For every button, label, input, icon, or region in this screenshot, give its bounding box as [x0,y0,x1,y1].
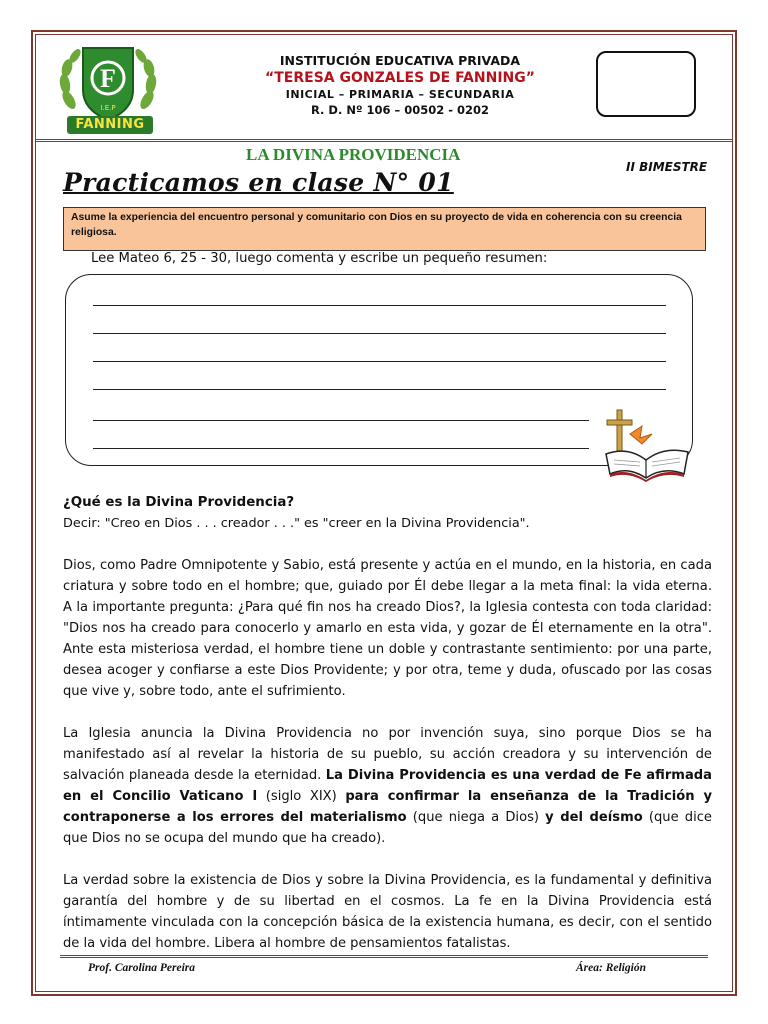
paragraph-2-bold: y del deísmo [545,810,643,825]
answer-line[interactable] [93,333,666,334]
paragraph-3: La verdad sobre la existencia de Dios y sobre la Divina Providencia, es la fundamental y definitiva garantía del hombre y de su libertad en el cosmos. La fe en la Divina Providencia está íntimamente vinculada con la concepción básica de la existencia humana, es decir, con el sentido de la vida del hombre. Libera al hombre de pensamientos fatalistas. [63,873,712,951]
footer-divider [60,955,708,958]
content-section [63,492,712,534]
school-levels: INICIAL – PRIMARIA – SECUNDARIA [285,88,515,101]
paragraph-2-text: La Iglesia anuncia la Divina Providencia no por invención suya, sino porque Dios se ha manifestado así al revelar la historia de su pueblo, su acción creadora y su intervención de salvación planeada desde la eternidad. [63,726,712,783]
answer-line[interactable] [93,361,666,362]
answer-line[interactable] [93,305,666,306]
answer-line[interactable] [93,420,589,421]
practice-title: Practicamos en clase N° 01 [63,168,454,197]
header-divider [35,139,733,142]
resolution-number: R. D. Nº 106 – 00502 - 0202 [310,103,490,117]
paragraph-2-text: (que dice que Dios no se ocupa del mundo que ha creado). [63,810,712,846]
subject-area: Área: Religión [576,962,646,974]
bible-cross-icon [600,404,692,482]
definition-text: Decir: "Creo en Dios . . . creador . . ." es "creer en la Divina Providencia". [63,516,530,531]
paragraph-2-bold: para confirmar la enseñanza de la Tradición y contraponerse a los errores del materialismo [63,789,712,825]
logo-ribbon: FANNING [67,116,153,134]
institution-name: “TERESA GONZALES DE FANNING” [265,70,535,86]
paragraph-2-bold: La Divina Providencia es una verdad de Fe afirmada en el Concilio Vaticano I [63,768,712,804]
svg-text:F: F [100,64,116,93]
instruction-text: Lee Mateo 6, 25 - 30, luego comenta y escribe un pequeño resumen: [91,251,548,266]
school-header [200,52,600,119]
answer-line[interactable] [93,389,666,390]
answer-box [65,274,693,466]
teacher-name: Prof. Carolina Pereira [88,962,196,974]
institution-type: INSTITUCIÓN EDUCATIVA PRIVADA [279,53,521,68]
lesson-title: LA DIVINA PROVIDENCIA [246,145,461,164]
svg-text:I.E.P: I.E.P [100,104,116,112]
paragraph-2 [63,723,712,849]
paragraph-1: Dios, como Padre Omnipotente y Sabio, está presente y actúa en el mundo, en la historia, en cada criatura y sobre todo en el hombre; que, guiado por Él debe llegar a la meta final: la vida eterna. A la importante pregunta: ¿Para qué fin nos ha creado Dios?, la Iglesia contesta con toda claridad: "Dios nos ha creado para conocerlo y amarlo en esta vida, y gozar de Él eternamente en la otra". Ante esta misteriosa verdad, el hombre tiene un doble y contrastante sentimiento: por una parte, desea acoger y confiarse a este Dios Providente; y por otra, teme y duda, ofuscado por las cosas que vive y, sobre todo, ante el sufrimiento. [63,558,712,699]
competency-box: Asume la experiencia del encuentro personal y comunitario con Dios en su proyecto de vida en coherencia con su creencia religiosa. [63,207,706,251]
section-question: ¿Qué es la Divina Providencia? [63,495,295,510]
grade-box [596,51,696,117]
paragraph-2-text: (que niega a Dios) [406,810,546,825]
answer-line[interactable] [93,448,589,449]
term-label: II BIMESTRE [626,160,708,174]
paragraph-2-text: (siglo XIX) [257,789,346,804]
